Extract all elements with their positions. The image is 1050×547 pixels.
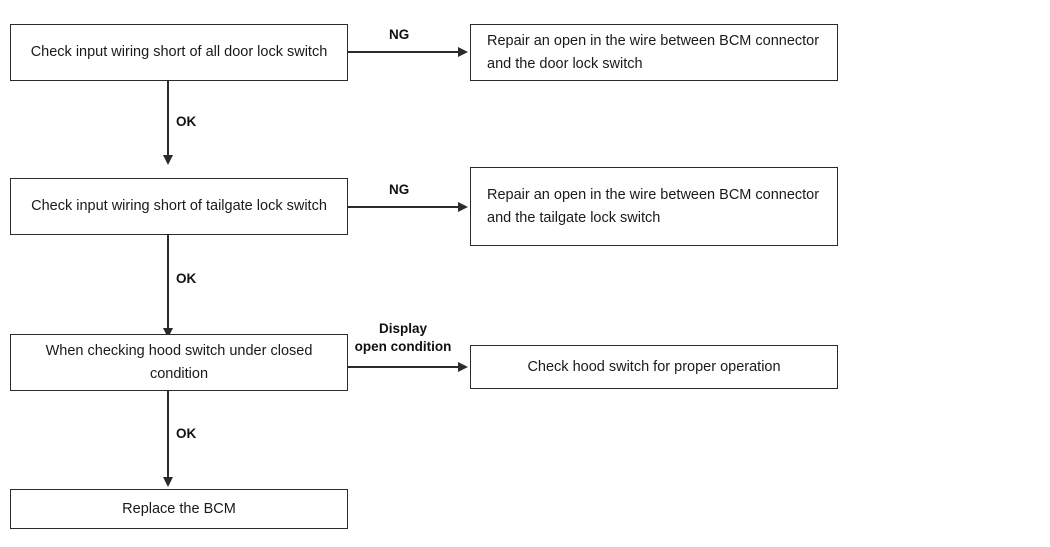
edge-tailgate-ng-arrowhead (458, 202, 468, 212)
edge-label-ng-tailgate: NG (389, 182, 410, 197)
edge-door-ok-line (167, 81, 169, 155)
node-check-hood-switch-operation-label: Check hood switch for proper operation (527, 358, 781, 375)
node-check-door-lock-switch-label: Check input wiring short of all door lock switch (30, 44, 328, 61)
node-repair-tailgate-lock-wire (470, 167, 838, 246)
edge-door-ok-arrowhead (163, 155, 173, 165)
edge-tailgate-ok-line (167, 235, 169, 328)
edge-label-ok-hood: OK (176, 426, 197, 441)
node-check-tailgate-lock-switch-label: Check input wiring short of tailgate lock switch (31, 198, 327, 215)
node-repair-tailgate-lock-wire-label: Repair an open in the wire between BCM connector and the tailgate lock switch (487, 187, 820, 226)
edge-door-ng-arrowhead (458, 47, 468, 57)
edge-door-ng-line (348, 51, 458, 53)
edge-hood-display-arrowhead (458, 362, 468, 372)
edge-label-display-open-line1: Display (378, 321, 428, 336)
node-check-door-lock-switch (10, 24, 348, 81)
node-check-tailgate-lock-switch (10, 178, 348, 235)
node-replace-bcm-label: Replace the BCM (122, 500, 236, 517)
edge-hood-ok-arrowhead (163, 477, 173, 487)
edge-label-ng-door: NG (389, 27, 410, 42)
edge-label-display-open-line2: open condition (354, 339, 452, 355)
node-repair-door-lock-wire-label: Repair an open in the wire between BCM connector and the door lock switch (487, 33, 820, 72)
edge-label-display-open-condition (330, 320, 476, 356)
edge-hood-display-line (348, 366, 458, 368)
edge-label-ok-door: OK (176, 114, 197, 129)
node-replace-bcm (10, 489, 348, 529)
node-check-hood-switch-closed (10, 334, 348, 391)
node-repair-door-lock-wire (470, 24, 838, 81)
edge-label-ok-tailgate: OK (176, 271, 197, 286)
edge-tailgate-ng-line (348, 206, 458, 208)
node-check-hood-switch-operation (470, 345, 838, 389)
node-check-hood-switch-closed-label: When checking hood switch under closed condition (45, 343, 313, 382)
edge-hood-ok-line (167, 391, 169, 477)
